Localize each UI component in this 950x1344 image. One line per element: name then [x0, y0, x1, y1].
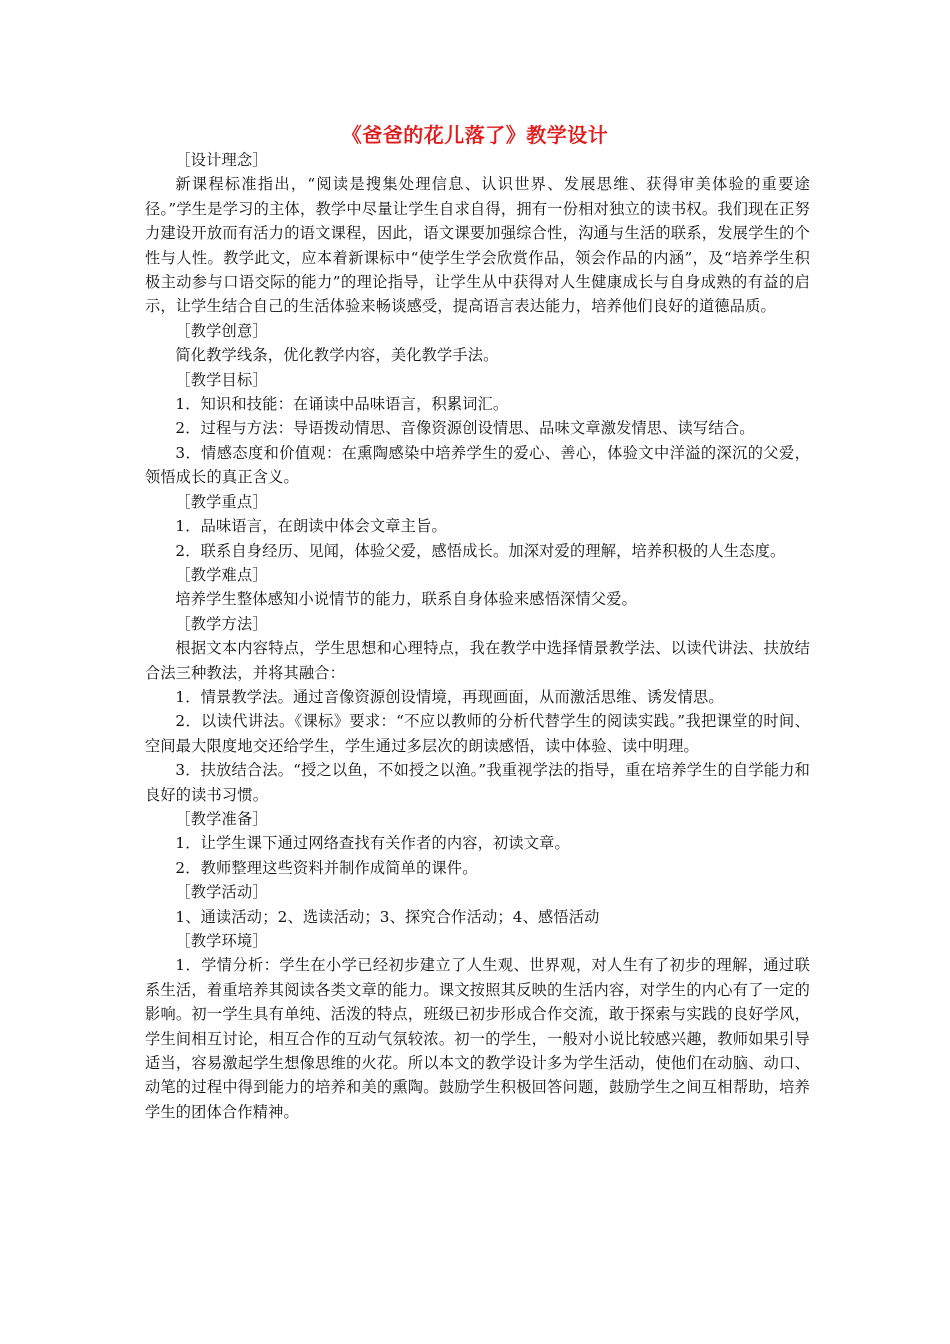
preparation-item: 1．让学生课下通过网络查找有关作者的内容，初读文章。 — [175, 834, 570, 853]
document-body — [145, 148, 810, 1124]
creativity-paragraph: 简化教学线条，优化教学内容，美化教学手法。 — [175, 346, 499, 365]
key-point-item: 1．品味语言，在朗读中体会文章主旨。 — [175, 517, 447, 536]
section-heading-difficulties: ［教学难点］ — [175, 565, 268, 584]
methods-intro: 根据文本内容特点，学生思想和心理特点，我在教学中选择情景教学法、以读代讲法、扶放结合法三种教法，并将其融合： — [145, 639, 810, 682]
difficulties-paragraph: 培养学生整体感知小说情节的能力，联系自身体验来感悟深情父爱。 — [175, 590, 638, 609]
section-heading-activities: ［教学活动］ — [175, 883, 268, 902]
method-item: 3．扶放结合法。“授之以鱼，不如授之以渔。”我重视学法的指导，重在培养学生的自学能力和良好的读书习惯。 — [145, 761, 810, 804]
environment-paragraph: 1．学情分析：学生在小学已经初步建立了人生观、世界观，对人生有了初步的理解，通过联系生活，着重培养其阅读各类文章的能力。课文按照其反映的生活内容，对学生的内心有了一定的影响。初一学生具有单纯、活泼的特点，班级已初步形成合作交流，敢于探索与实践的良好学风，学生间相互讨论，相互合作的互动气氛较浓。初一的学生，一般对小说比较感兴趣，教师如果引导适当，容易激起学生想像思维的火花。所以本文的教学设计多为学生活动，使他们在动脑、动口、动笔的过程中得到能力的培养和美的熏陶。鼓励学生积极回答问题，鼓励学生之间互相帮助，培养学生的团体合作精神。 — [145, 956, 810, 1121]
section-heading-objectives: ［教学目标］ — [175, 370, 268, 389]
method-item: 1．情景教学法。通过音像资源创设情境，再现画面，从而激活思维、诱发情思。 — [175, 687, 724, 706]
key-point-item: 2．联系自身经历、见闻，体验父爱，感悟成长。加深对爱的理解，培养积极的人生态度。 — [175, 541, 786, 560]
objective-item: 1．知识和技能：在诵读中品味语言，积累词汇。 — [175, 395, 509, 414]
activities-paragraph: 1、通读活动；2、选读活动；3、探究合作活动；4、感悟活动 — [175, 907, 600, 926]
section-heading-creativity: ［教学创意］ — [175, 321, 268, 340]
document-title: 《爸爸的花儿落了》教学设计 — [341, 123, 609, 147]
section-heading-environment: ［教学环境］ — [175, 932, 268, 950]
objective-item: 3．情感态度和价值观：在熏陶感染中培养学生的爱心、善心，体验文中洋溢的深沉的父爱，领悟成长的真正含义。 — [145, 443, 810, 487]
preparation-item: 2．教师整理这些资料并制作成简单的课件。 — [175, 858, 478, 877]
section-heading-key-points: ［教学重点］ — [175, 492, 268, 511]
section-heading-methods: ［教学方法］ — [175, 614, 268, 633]
method-item: 2．以读代讲法。《课标》要求：“不应以教师的分析代替学生的阅读实践。”我把课堂的时间、空间最大限度地交还给学生，学生通过多层次的朗读感悟，读中体验、读中明理。 — [145, 712, 810, 755]
section-heading-concept: ［设计理念］ — [175, 151, 268, 169]
objective-item: 2．过程与方法：导语拨动情思、音像资源创设情思、品味文章激发情思、读写结合。 — [175, 419, 755, 438]
section-heading-preparation: ［教学准备］ — [175, 809, 268, 828]
concept-paragraph: 新课程标准指出，“阅读是搜集处理信息、认识世界、发展思维、获得审美体验的重要途径。”学生是学习的主体，教学中尽量让学生自求自得，拥有一份相对独立的读书权。我们现在正努力建设开放而有活力的语文课程，因此，语文课要加强综合性，沟通与生活的联系，发展学生的个性与人性。教学此文，应本着新课标中“使学生学会欣赏作品，领会作品的内涵”，及“培养学生积极主动参与口语交际的能力”的理论指导，让学生从中获得对人生健康成长与自身成熟的有益的启示，让学生结合自己的生活体验来畅谈感受，提高语言表达能力，培养他们良好的道德品质。 — [145, 175, 810, 316]
